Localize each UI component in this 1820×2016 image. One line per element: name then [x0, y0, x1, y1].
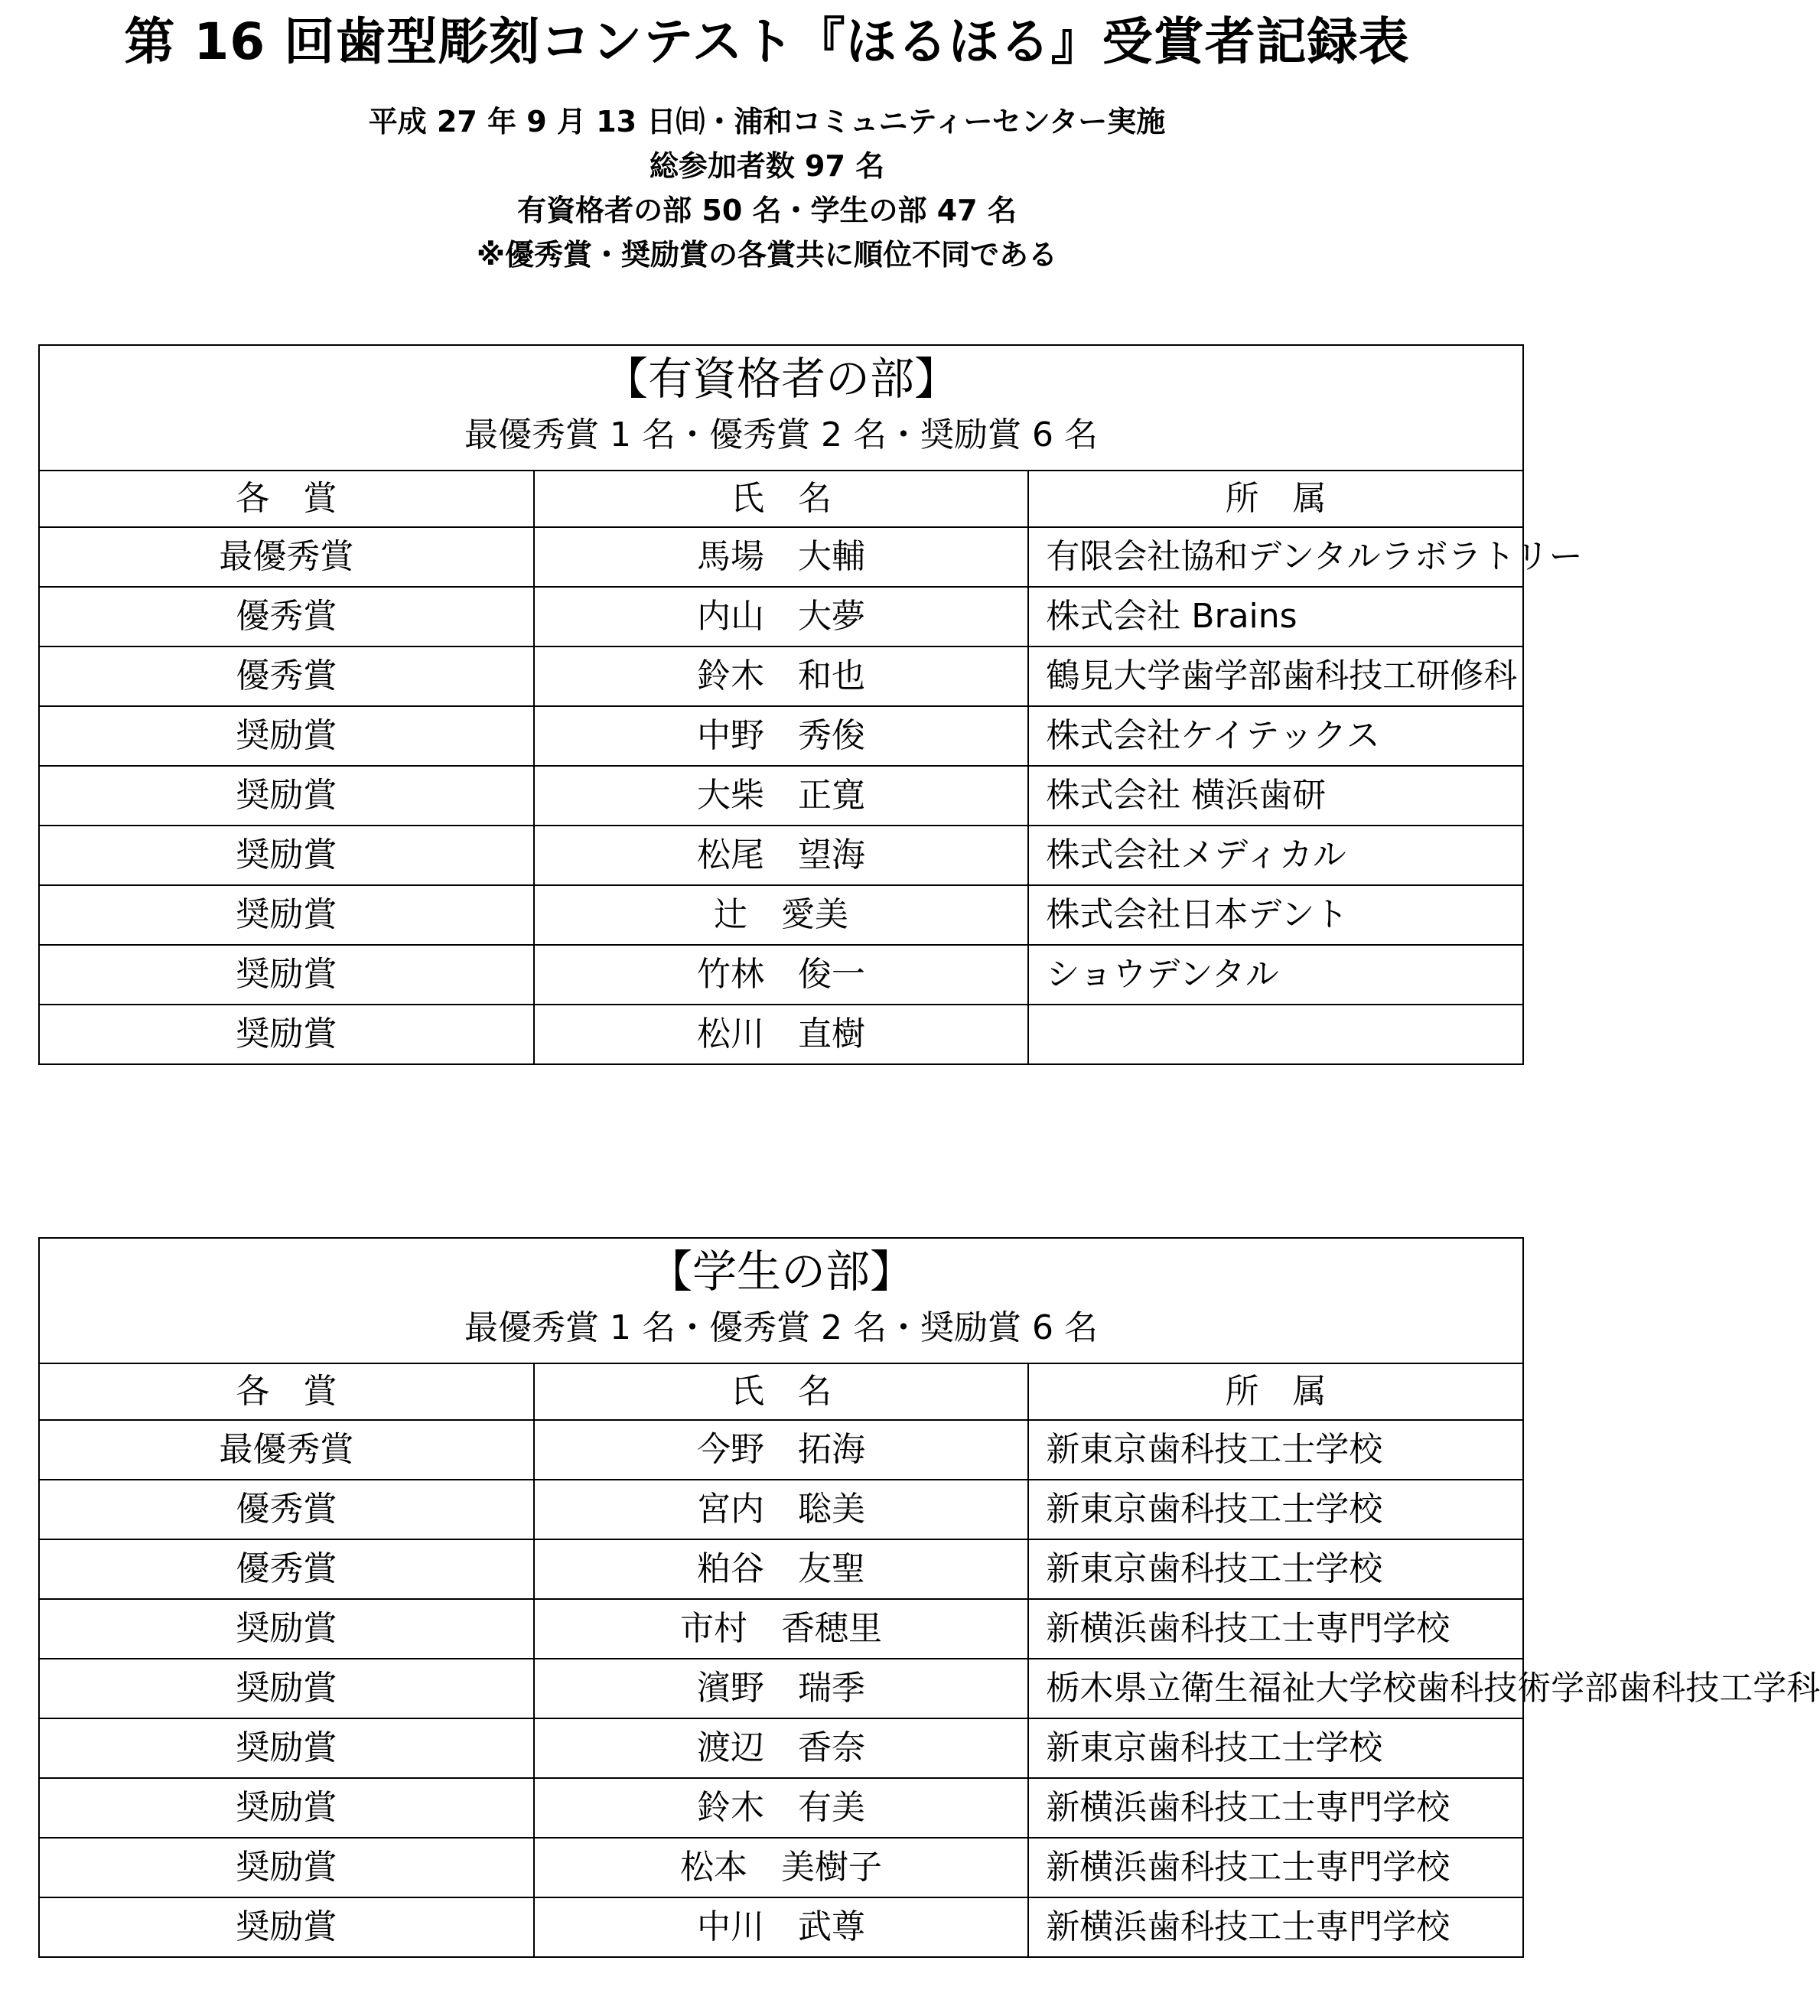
- table-row: [39, 1718, 1523, 1778]
- total-participants: 総参加者数 97 名: [649, 149, 885, 183]
- participants-by-division: 有資格者の部 50 名・学生の部 47 名: [517, 194, 1017, 227]
- affiliation-cell: 鶴見大学歯学部歯科技工研修科: [1028, 646, 1523, 706]
- affiliation-cell: 有限会社協和デンタルラボラトリー: [1028, 527, 1523, 587]
- affiliation-cell: 新東京歯科技工士学校: [1028, 1480, 1523, 1539]
- event-info: [0, 99, 1534, 277]
- table-row: [39, 1005, 1523, 1064]
- column-header-award: 各 賞: [39, 471, 534, 527]
- column-header-row: [39, 471, 1523, 527]
- award-cell: 優秀賞: [39, 587, 534, 646]
- award-cell: 優秀賞: [39, 1480, 534, 1539]
- name-cell: 宮内 聡美: [534, 1480, 1029, 1539]
- column-header-affiliation: 所 属: [1028, 471, 1523, 527]
- award-cell: 奨励賞: [39, 706, 534, 766]
- name-cell: 松本 美樹子: [534, 1838, 1029, 1897]
- column-header-name: 氏 名: [534, 1363, 1029, 1420]
- section-header-row: [39, 1238, 1523, 1363]
- name-cell: 今野 拓海: [534, 1420, 1029, 1480]
- name-cell: 濱野 瑞季: [534, 1659, 1029, 1718]
- award-cell: 優秀賞: [39, 1539, 534, 1599]
- award-cell: 奨励賞: [39, 1838, 534, 1897]
- table-row: [39, 1480, 1523, 1539]
- table-row: [39, 1539, 1523, 1599]
- table-body: [39, 1420, 1820, 1957]
- table-row: [39, 1897, 1523, 1957]
- event-date-venue: 平成 27 年 9 月 13 日㈰・浦和コミュニティーセンター実施: [368, 105, 1166, 138]
- name-cell: 中野 秀俊: [534, 706, 1029, 766]
- affiliation-cell: ショウデンタル: [1028, 945, 1523, 1005]
- table-row: [39, 1778, 1523, 1838]
- column-header-affiliation: 所 属: [1028, 1363, 1523, 1420]
- name-cell: 松尾 望海: [534, 826, 1029, 885]
- name-cell: 竹林 俊一: [534, 945, 1029, 1005]
- name-cell: 鈴木 和也: [534, 646, 1029, 706]
- award-cell: 最優秀賞: [39, 527, 534, 587]
- affiliation-cell: 新東京歯科技工士学校: [1028, 1539, 1523, 1599]
- section-header: [39, 345, 1523, 471]
- column-header-award: 各 賞: [39, 1363, 534, 1420]
- student-division-table: [38, 1237, 1820, 1958]
- table-row: [39, 1599, 1523, 1659]
- name-cell: 中川 武尊: [534, 1897, 1029, 1957]
- table-row: [39, 646, 1523, 706]
- affiliation-cell: 株式会社ケイテックス: [1028, 706, 1523, 766]
- affiliation-cell: 栃木県立衛生福祉大学校歯科技術学部歯科技工学科: [1028, 1659, 1523, 1718]
- table-row: [39, 527, 1523, 587]
- award-cell: 奨励賞: [39, 766, 534, 826]
- table-row: [39, 587, 1523, 646]
- column-header-name: 氏 名: [534, 471, 1029, 527]
- name-cell: 市村 香穂里: [534, 1599, 1029, 1659]
- table-row: [39, 885, 1523, 945]
- licensed-division-table: [38, 344, 1583, 1065]
- affiliation-cell: 株式会社メディカル: [1028, 826, 1523, 885]
- name-cell: 内山 大夢: [534, 587, 1029, 646]
- table-row: [39, 1838, 1523, 1897]
- affiliation-cell: 新横浜歯科技工士専門学校: [1028, 1778, 1523, 1838]
- affiliation-cell: [1028, 1005, 1523, 1064]
- affiliation-cell: 株式会社 横浜歯研: [1028, 766, 1523, 826]
- award-cell: 奨励賞: [39, 1005, 534, 1064]
- name-cell: 馬場 大輔: [534, 527, 1029, 587]
- ranking-note: ※優秀賞・奨励賞の各賞共に順位不同である: [477, 238, 1057, 272]
- section-header-row: [39, 345, 1523, 471]
- section-title: 【学生の部】: [647, 1246, 914, 1298]
- table-row: [39, 766, 1523, 826]
- affiliation-cell: 株式会社日本デント: [1028, 885, 1523, 945]
- award-cell: 奨励賞: [39, 1778, 534, 1838]
- table-row: [39, 706, 1523, 766]
- affiliation-cell: 新横浜歯科技工士専門学校: [1028, 1599, 1523, 1659]
- award-cell: 最優秀賞: [39, 1420, 534, 1480]
- award-cell: 奨励賞: [39, 1718, 534, 1778]
- name-cell: 松川 直樹: [534, 1005, 1029, 1064]
- award-cell: 奨励賞: [39, 1659, 534, 1718]
- affiliation-cell: 新東京歯科技工士学校: [1028, 1718, 1523, 1778]
- section-header: [39, 1238, 1523, 1363]
- affiliation-cell: 株式会社 Brains: [1028, 587, 1523, 646]
- award-cell: 奨励賞: [39, 885, 534, 945]
- table-body: [39, 527, 1583, 1064]
- affiliation-cell: 新東京歯科技工士学校: [1028, 1420, 1523, 1480]
- section-title: 【有資格者の部】: [603, 353, 959, 405]
- table-row: [39, 1420, 1523, 1480]
- name-cell: 辻 愛美: [534, 885, 1029, 945]
- award-cell: 優秀賞: [39, 646, 534, 706]
- affiliation-cell: 新横浜歯科技工士専門学校: [1028, 1838, 1523, 1897]
- award-cell: 奨励賞: [39, 1897, 534, 1957]
- award-cell: 奨励賞: [39, 945, 534, 1005]
- table-row: [39, 945, 1523, 1005]
- table-row: [39, 1659, 1523, 1718]
- name-cell: 粕谷 友聖: [534, 1539, 1029, 1599]
- affiliation-cell: 新横浜歯科技工士専門学校: [1028, 1897, 1523, 1957]
- section-quota: 最優秀賞 1 名・優秀賞 2 名・奨励賞 6 名: [464, 415, 1098, 454]
- name-cell: 渡辺 香奈: [534, 1718, 1029, 1778]
- name-cell: 鈴木 有美: [534, 1778, 1029, 1838]
- column-header-row: [39, 1363, 1523, 1420]
- page-title: 第 16 回歯型彫刻コンテスト『ほるほる』受賞者記録表: [124, 12, 1410, 71]
- section-quota: 最優秀賞 1 名・優秀賞 2 名・奨励賞 6 名: [464, 1308, 1098, 1347]
- table-row: [39, 826, 1523, 885]
- award-cell: 奨励賞: [39, 826, 534, 885]
- award-cell: 奨励賞: [39, 1599, 534, 1659]
- name-cell: 大柴 正寛: [534, 766, 1029, 826]
